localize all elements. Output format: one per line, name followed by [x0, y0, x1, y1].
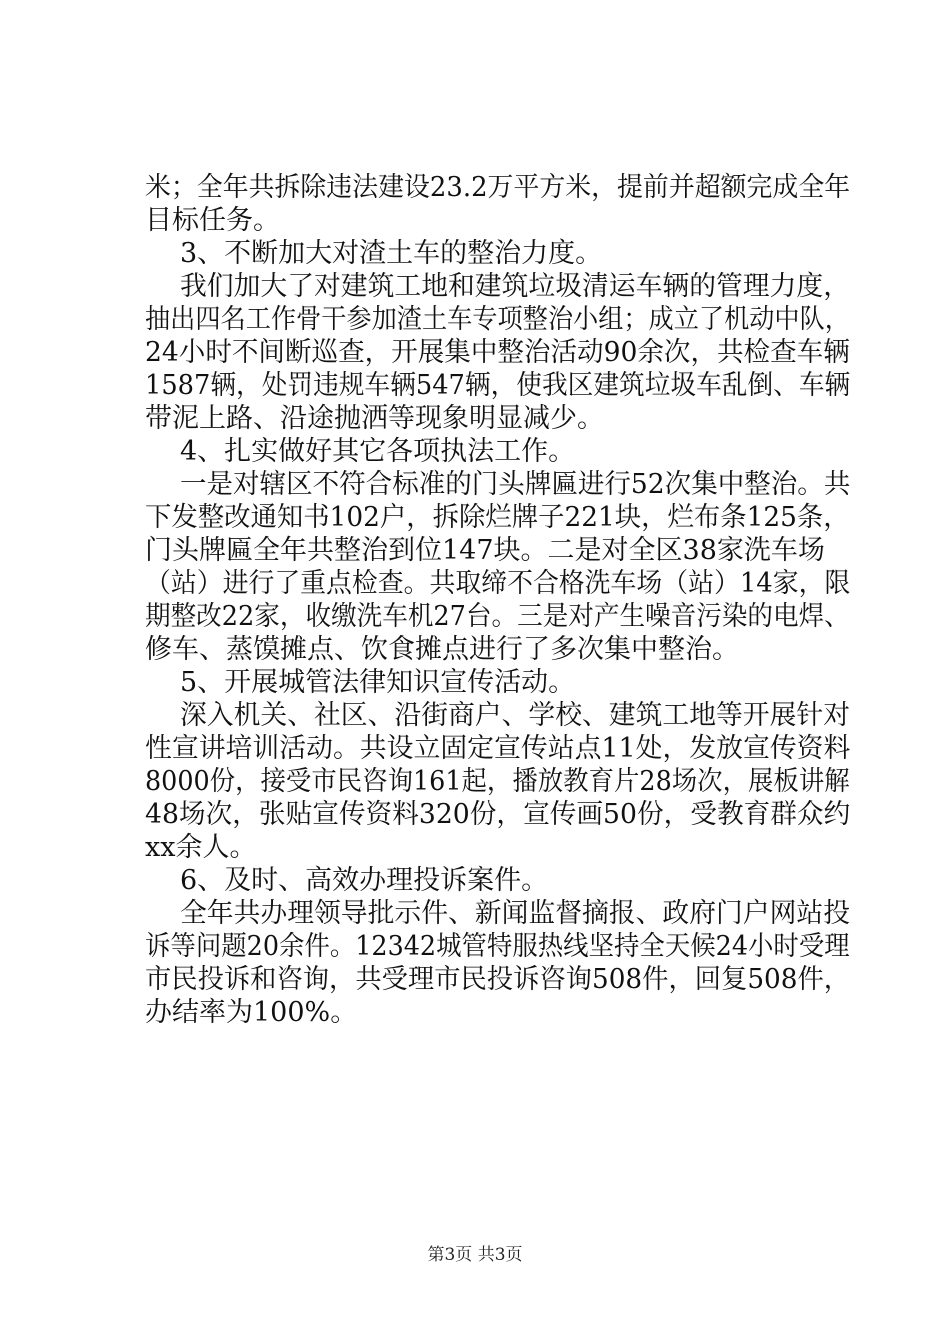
text-line: 米；全年共拆除违法建设23.2万平方米，提前并超额完成全年 — [145, 172, 851, 203]
text-line: 诉等问题20余件。12342城管特服热线坚持全天候24小时受理 — [145, 931, 850, 962]
text-line: 办结率为100%。 — [145, 997, 358, 1028]
text-line: 抽出四名工作骨干参加渣土车专项整治小组；成立了机动中队， — [145, 304, 850, 335]
text-line: 全年共办理领导批示件、新闻监督摘报、政府门户网站投 — [180, 898, 851, 929]
text-line: 目标任务。 — [145, 205, 280, 236]
page-number-label: 第3页 共3页 — [427, 1245, 523, 1265]
text-line: 市民投诉和咨询，共受理市民投诉咨询508件，回复508件， — [145, 964, 851, 995]
text-line: 我们加大了对建筑工地和建筑垃圾清运车辆的管理力度， — [180, 271, 851, 302]
text-line: 24小时不间断巡查，开展集中整治活动90余次，共检查车辆 — [145, 337, 850, 368]
text-line: 期整改22家，收缴洗车机27台。三是对产生噪音污染的电焊、 — [145, 601, 850, 632]
text-line: xx余人。 — [145, 832, 257, 863]
text-line: 深入机关、社区、沿街商户、学校、建筑工地等开展针对 — [180, 700, 851, 731]
section-heading: 3、不断加大对渣土车的整治力度。 — [180, 238, 603, 269]
section-heading: 4、扎实做好其它各项执法工作。 — [180, 436, 576, 467]
text-line: 下发整改通知书102户，拆除烂牌子221块，烂布条125条， — [145, 502, 850, 533]
text-line: 一是对辖区不符合标准的门头牌匾进行52次集中整治。共 — [180, 469, 851, 500]
text-line: 8000份，接受市民咨询161起，播放教育片28场次，展板讲解 — [145, 766, 850, 797]
text-line: 门头牌匾全年共整治到位147块。二是对全区38家洗车场 — [145, 535, 825, 566]
page-footer — [0, 1244, 950, 1266]
text-line: （站）进行了重点检查。共取缔不合格洗车场（站）14家，限 — [145, 568, 851, 599]
text-line: 修车、蒸馍摊点、饮食摊点进行了多次集中整治。 — [145, 634, 739, 665]
section-heading: 6、及时、高效办理投诉案件。 — [180, 865, 549, 896]
text-line: 性宣讲培训活动。共设立固定宣传站点11处，发放宣传资料 — [145, 733, 851, 764]
text-line: 48场次，张贴宣传资料320份，宣传画50份，受教育群众约 — [145, 799, 851, 830]
text-line: 1587辆，处罚违规车辆547辆，使我区建筑垃圾车乱倒、车辆 — [145, 370, 851, 401]
text-line: 带泥上路、沿途抛洒等现象明显减少。 — [145, 403, 604, 434]
section-heading: 5、开展城管法律知识宣传活动。 — [180, 667, 576, 698]
